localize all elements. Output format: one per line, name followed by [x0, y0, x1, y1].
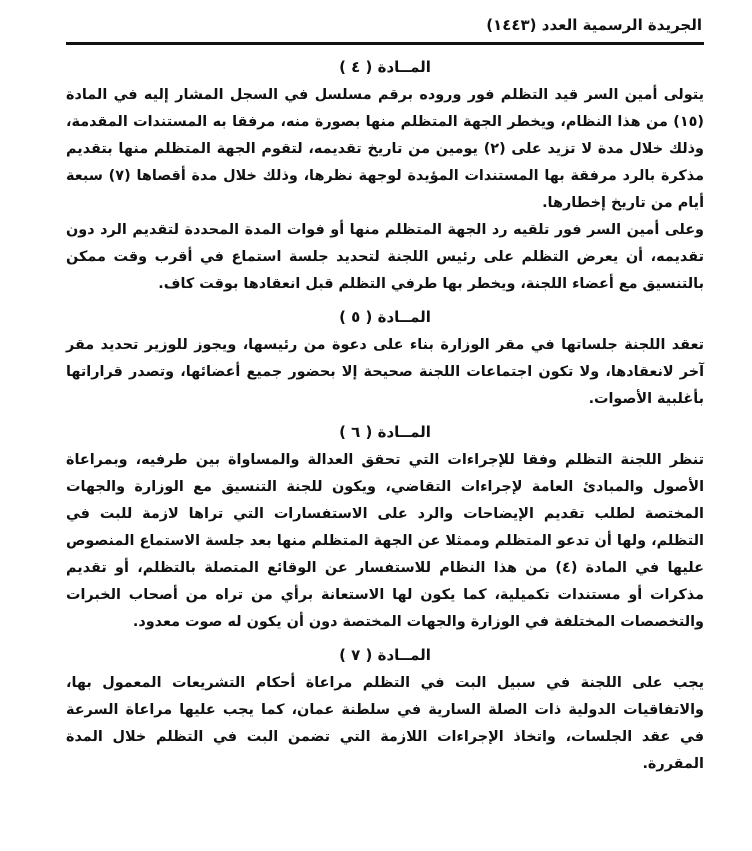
article-paragraph: تنظر اللجنة التظلم وفقا للإجراءات التي تحقق العدالة والمساواة بين طرفيه، وبمراعاة الأصول والمبادئ العامة لإجراءات التقاضي، ويكون للجنة التنسيق مع الوزارة والجهات المختصة لطلب تقديم الإيضاحات والرد على الاستفسارات التي تراها لازمة للبت في التظلم، ولها أن تدعو المتظلم وممثلا عن الجهة المتظلم منها بعد جلسة الاستماع المنصوص عليها في المادة (٤) من هذا النظام للاستفسار عن الوقائع المتصلة بالتظلم، أو تقديم مذكرات أو مستندات تكميلية، كما يكون لها الاستعانة برأي من تراه من أصحاب الخبرات والتخصصات المختلفة في الوزارة والجهات المختصة دون أن يكون له صوت معدود.: [66, 452, 704, 630]
article-heading: المــادة ( ٧ ): [339, 646, 431, 664]
gazette-header-title: الجريدة الرسمية العدد (١٤٤٣): [486, 16, 702, 34]
article-heading: المــادة ( ٦ ): [339, 423, 431, 441]
document-body: [66, 52, 704, 778]
article-heading: المــادة ( ٥ ): [339, 308, 431, 326]
article-paragraph: يتولى أمين السر قيد التظلم فور وروده برقم مسلسل في السجل المشار إليه في المادة (١٥) من هذا النظام، ويخطر الجهة المتظلم منها بصورة منه، مرفقا به المستندات المقدمة، وذلك خلال مدة لا تزيد على (٢) يومين من تاريخ تقديمه، لتقوم الجهة المتظلم منها بتقديم مذكرة بالرد مرفقة بها المستندات المؤيدة لوجهة نظرها، وذلك خلال مدة أقصاها (٧) سبعة أيام من تاريخ إخطارها.: [66, 87, 705, 211]
page-header: [66, 14, 704, 45]
article-7: [66, 640, 704, 778]
article-5: [66, 302, 704, 413]
article-4: [66, 52, 704, 298]
article-paragraph: يجب على اللجنة في سبيل البت في التظلم مراعاة أحكام التشريعات المعمول بها، والاتفاقيات الدولية ذات الصلة السارية في سلطنة عمان، كما يجب عليها مراعاة السرعة في عقد الجلسات، واتخاذ الإجراءات اللازمة التي تضمن البت في التظلم خلال المدة المقررة.: [66, 675, 704, 772]
article-6: [66, 417, 704, 636]
article-paragraph: وعلى أمين السر فور تلقيه رد الجهة المتظلم منها أو فوات المدة المحددة لتقديم الرد دون تقديمه، أن يعرض التظلم على رئيس اللجنة لتحديد جلسة استماع في أقرب وقت ممكن بالتنسيق مع أعضاء اللجنة، ويخطر بها طرفي التظلم قبل انعقادها بوقت كاف.: [66, 222, 704, 292]
article-heading: المــادة ( ٤ ): [339, 58, 431, 76]
article-paragraph: تعقد اللجنة جلساتها في مقر الوزارة بناء على دعوة من رئيسها، ويجوز للوزير تحديد مقر آخر لانعقادها، ولا تكون اجتماعات اللجنة صحيحة إلا بحضور جميع أعضائها، وتصدر قراراتها بأغلبية الأصوات.: [66, 337, 704, 407]
